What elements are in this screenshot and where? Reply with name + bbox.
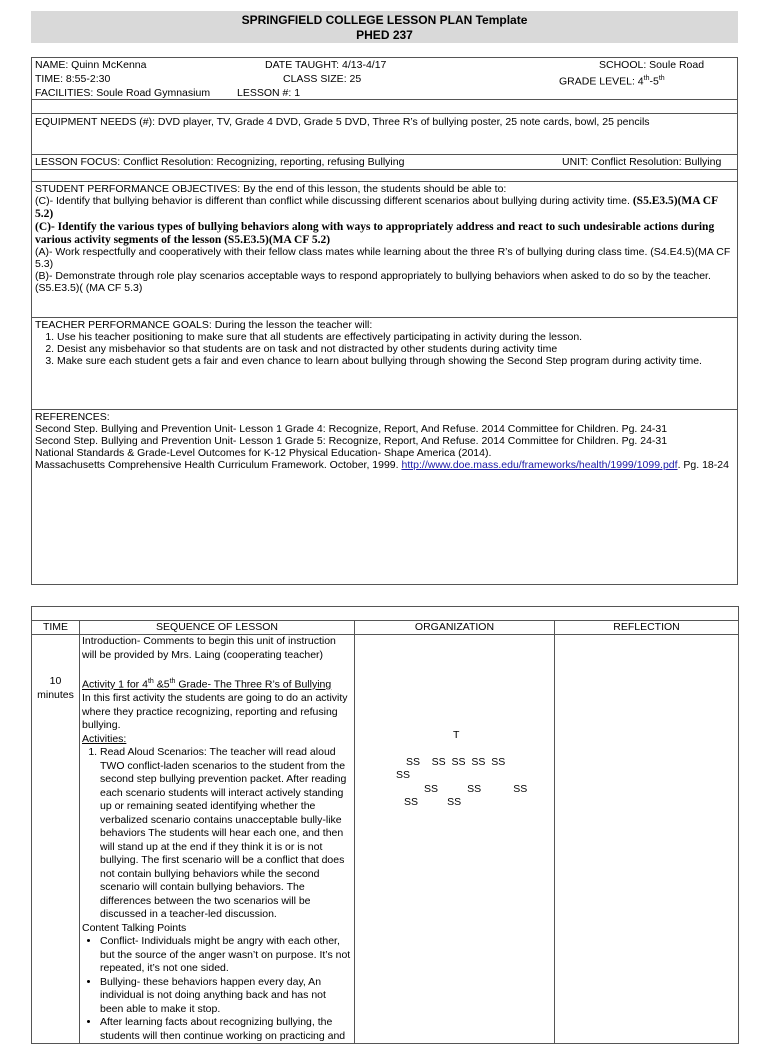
reference-3: National Standards & Grade-Level Outcomes for K-12 Physical Education- Shape America (2014). <box>35 447 492 459</box>
title-line-1: SPRINGFIELD COLLEGE LESSON PLAN Template <box>241 13 528 27</box>
goal-item: 1. Use his teacher positioning to make sure that all students are effectively participating in activity during the lesson. <box>57 331 734 343</box>
talking-points-label: Content Talking Points <box>82 921 187 934</box>
col-header-sequence: SEQUENCE OF LESSON <box>80 621 355 635</box>
focus-row <box>32 155 737 170</box>
reflection-cell <box>555 635 739 1044</box>
reference-4: Massachusetts Comprehensive Health Curriculum Framework. October, 1999. http://www.doe.mass.edu/frameworks/health/1999/1099.pdf. Pg. 18-24 <box>35 459 729 471</box>
student-row-2: SS <box>396 769 411 781</box>
teacher-marker: T <box>453 729 460 741</box>
framework-link[interactable]: http://www.doe.mass.edu/frameworks/health/1999/1099.pdf <box>401 459 678 471</box>
activities-label: Activities: <box>82 732 127 745</box>
goal-item: 2. Desist any misbehavior so that students are on task and not distracted by other students during activity time <box>57 343 734 355</box>
intro-text: Introduction- Comments to begin this unit of instruction will be provided by Mrs. Laing (cooperating teacher) <box>82 635 336 661</box>
date-taught: DATE TAUGHT: 4/13-4/17 <box>265 59 387 71</box>
lesson-number: LESSON #: 1 <box>237 87 301 99</box>
list-item: • Bullying- these behaviors happen every day, An individual is not doing anything back and has not been able to make it stop. <box>100 976 352 1017</box>
student-row-4: SS SS <box>404 796 462 808</box>
organization-diagram <box>357 635 552 1015</box>
talking-points-list <box>82 935 352 1043</box>
goals-heading: TEACHER PERFORMANCE GOALS: During the lesson the teacher will: <box>35 319 373 331</box>
spacer-row-1 <box>32 100 737 114</box>
student-row-3: SS SS SS <box>424 783 528 795</box>
equipment-needs: EQUIPMENT NEEDS (#): DVD player, TV, Grade 4 DVD, Grade 5 DVD, Three R’s of bullying poster, 25 note cards, bowl, 25 pencils <box>35 116 650 128</box>
list-item: • Conflict- Individuals might be angry with each other, but the source of the anger wasn’t on purpose. It’s not repeated, it’s not one sided. <box>100 935 352 976</box>
time-cell: 10 minutes <box>32 635 80 1044</box>
equipment-row <box>32 114 737 155</box>
col-header-organization: ORGANIZATION <box>355 621 555 635</box>
grade-level: GRADE LEVEL: 4th-5th <box>559 75 665 88</box>
sequence-cell <box>80 635 355 1044</box>
spacer-row-2 <box>32 170 737 182</box>
class-size: CLASS SIZE: 25 <box>283 73 362 85</box>
table-header-row <box>32 621 739 635</box>
objectives-row <box>32 182 737 318</box>
activities-list <box>82 746 352 922</box>
info-row-1 <box>32 58 737 72</box>
list-item: • After learning facts about recognizing bullying, the students will then continue working on practicing and <box>100 1016 352 1043</box>
title-line-2: PHED 237 <box>356 28 413 42</box>
lesson-plan-title <box>31 11 738 43</box>
info-row-3 <box>32 86 737 100</box>
activity-description: In this first activity the students are going to do an activity where they practice recognizing, reporting and refusing bullying. <box>82 692 348 731</box>
unit-name: UNIT: Conflict Resolution: Bullying <box>562 156 722 168</box>
teacher-name: NAME: Quinn McKenna <box>35 59 147 71</box>
goal-item: 3. Make sure each student gets a fair and even chance to learn about bullying through showing the Second Step program during activity time. <box>57 355 734 367</box>
references-section <box>35 411 734 471</box>
reference-2: Second Step. Bullying and Prevention Unit- Lesson 1 Grade 5: Recognize, Report, And Refuse. 2014 Committee for Children. Pg. 24-31 <box>35 435 668 447</box>
school: SCHOOL: Soule Road <box>599 59 705 71</box>
goals-list <box>35 331 734 367</box>
col-header-reflection: REFLECTION <box>555 621 739 635</box>
info-row-2 <box>32 72 737 86</box>
objective-c1: (C)- Identify that bullying behavior is different than conflict while discussing different scenarios about bullying during activity time. (S5.E3.5)(MA CF 5.2) <box>35 195 719 220</box>
goals-section <box>35 319 734 367</box>
sequence-table <box>31 606 739 1044</box>
facilities: FACILITIES: Soule Road Gymnasium <box>35 87 211 99</box>
student-row-1: SS SS SS SS SS <box>406 756 506 768</box>
objectives-heading: STUDENT PERFORMANCE OBJECTIVES: By the end of this lesson, the students should be able to: <box>35 183 507 195</box>
table-row <box>32 635 739 1044</box>
goals-row <box>32 318 737 410</box>
references-heading: REFERENCES: <box>35 411 110 423</box>
references-row <box>32 410 737 586</box>
time-range: TIME: 8:55-2:30 <box>35 73 111 85</box>
objective-a: (A)- Work respectfully and cooperatively with their fellow class mates while learning about the three R’s of bullying during class time. (S4.E4.5)(MA CF 5.3) <box>35 246 731 270</box>
objectives-section <box>35 183 734 294</box>
organization-cell <box>355 635 555 1044</box>
objective-c2: (C)- Identify the various types of bullying behaviors along with ways to appropriately address and react to such undesirable actions during various activity segments of the lesson (S5.E3.5)(MA CF 5.2) <box>35 221 715 246</box>
lesson-info-box <box>31 57 738 585</box>
lesson-focus: LESSON FOCUS: Conflict Resolution: Recognizing, reporting, refusing Bullying <box>35 156 405 168</box>
activity-title: Activity 1 for 4th &5th Grade- The Three R’s of Bullying <box>82 678 332 691</box>
table-spacer-row <box>32 607 739 621</box>
objective-b: (B)- Demonstrate through role play scenarios acceptable ways to respond appropriately to bullying behaviors when asked to do so by the teacher. (S5.E3.5)( (MA CF 5.3) <box>35 270 711 294</box>
reference-1: Second Step. Bullying and Prevention Unit- Lesson 1 Grade 4: Recognize, Report, And Refuse. 2014 Committee for Children. Pg. 24-31 <box>35 423 668 435</box>
list-item: 1. Read Aloud Scenarios: The teacher will read aloud TWO conflict-laden scenarios to the student from the second step bullying prevention packet. After reading each scenario students will interact actively standing up or remaining seated identifying whether the verbalized scenario contains unacceptable bully-like behaviors The students will hear each one, and then will stand up at the end if they think it is or is not bullying. The first scenario will be a conflict that does not contain bullying behaviors while the second scenario will contain bullying behaviors. The differences between the two scenarios will be discussed in a teacher-led discussion. <box>100 746 352 922</box>
col-header-time: TIME <box>32 621 80 635</box>
